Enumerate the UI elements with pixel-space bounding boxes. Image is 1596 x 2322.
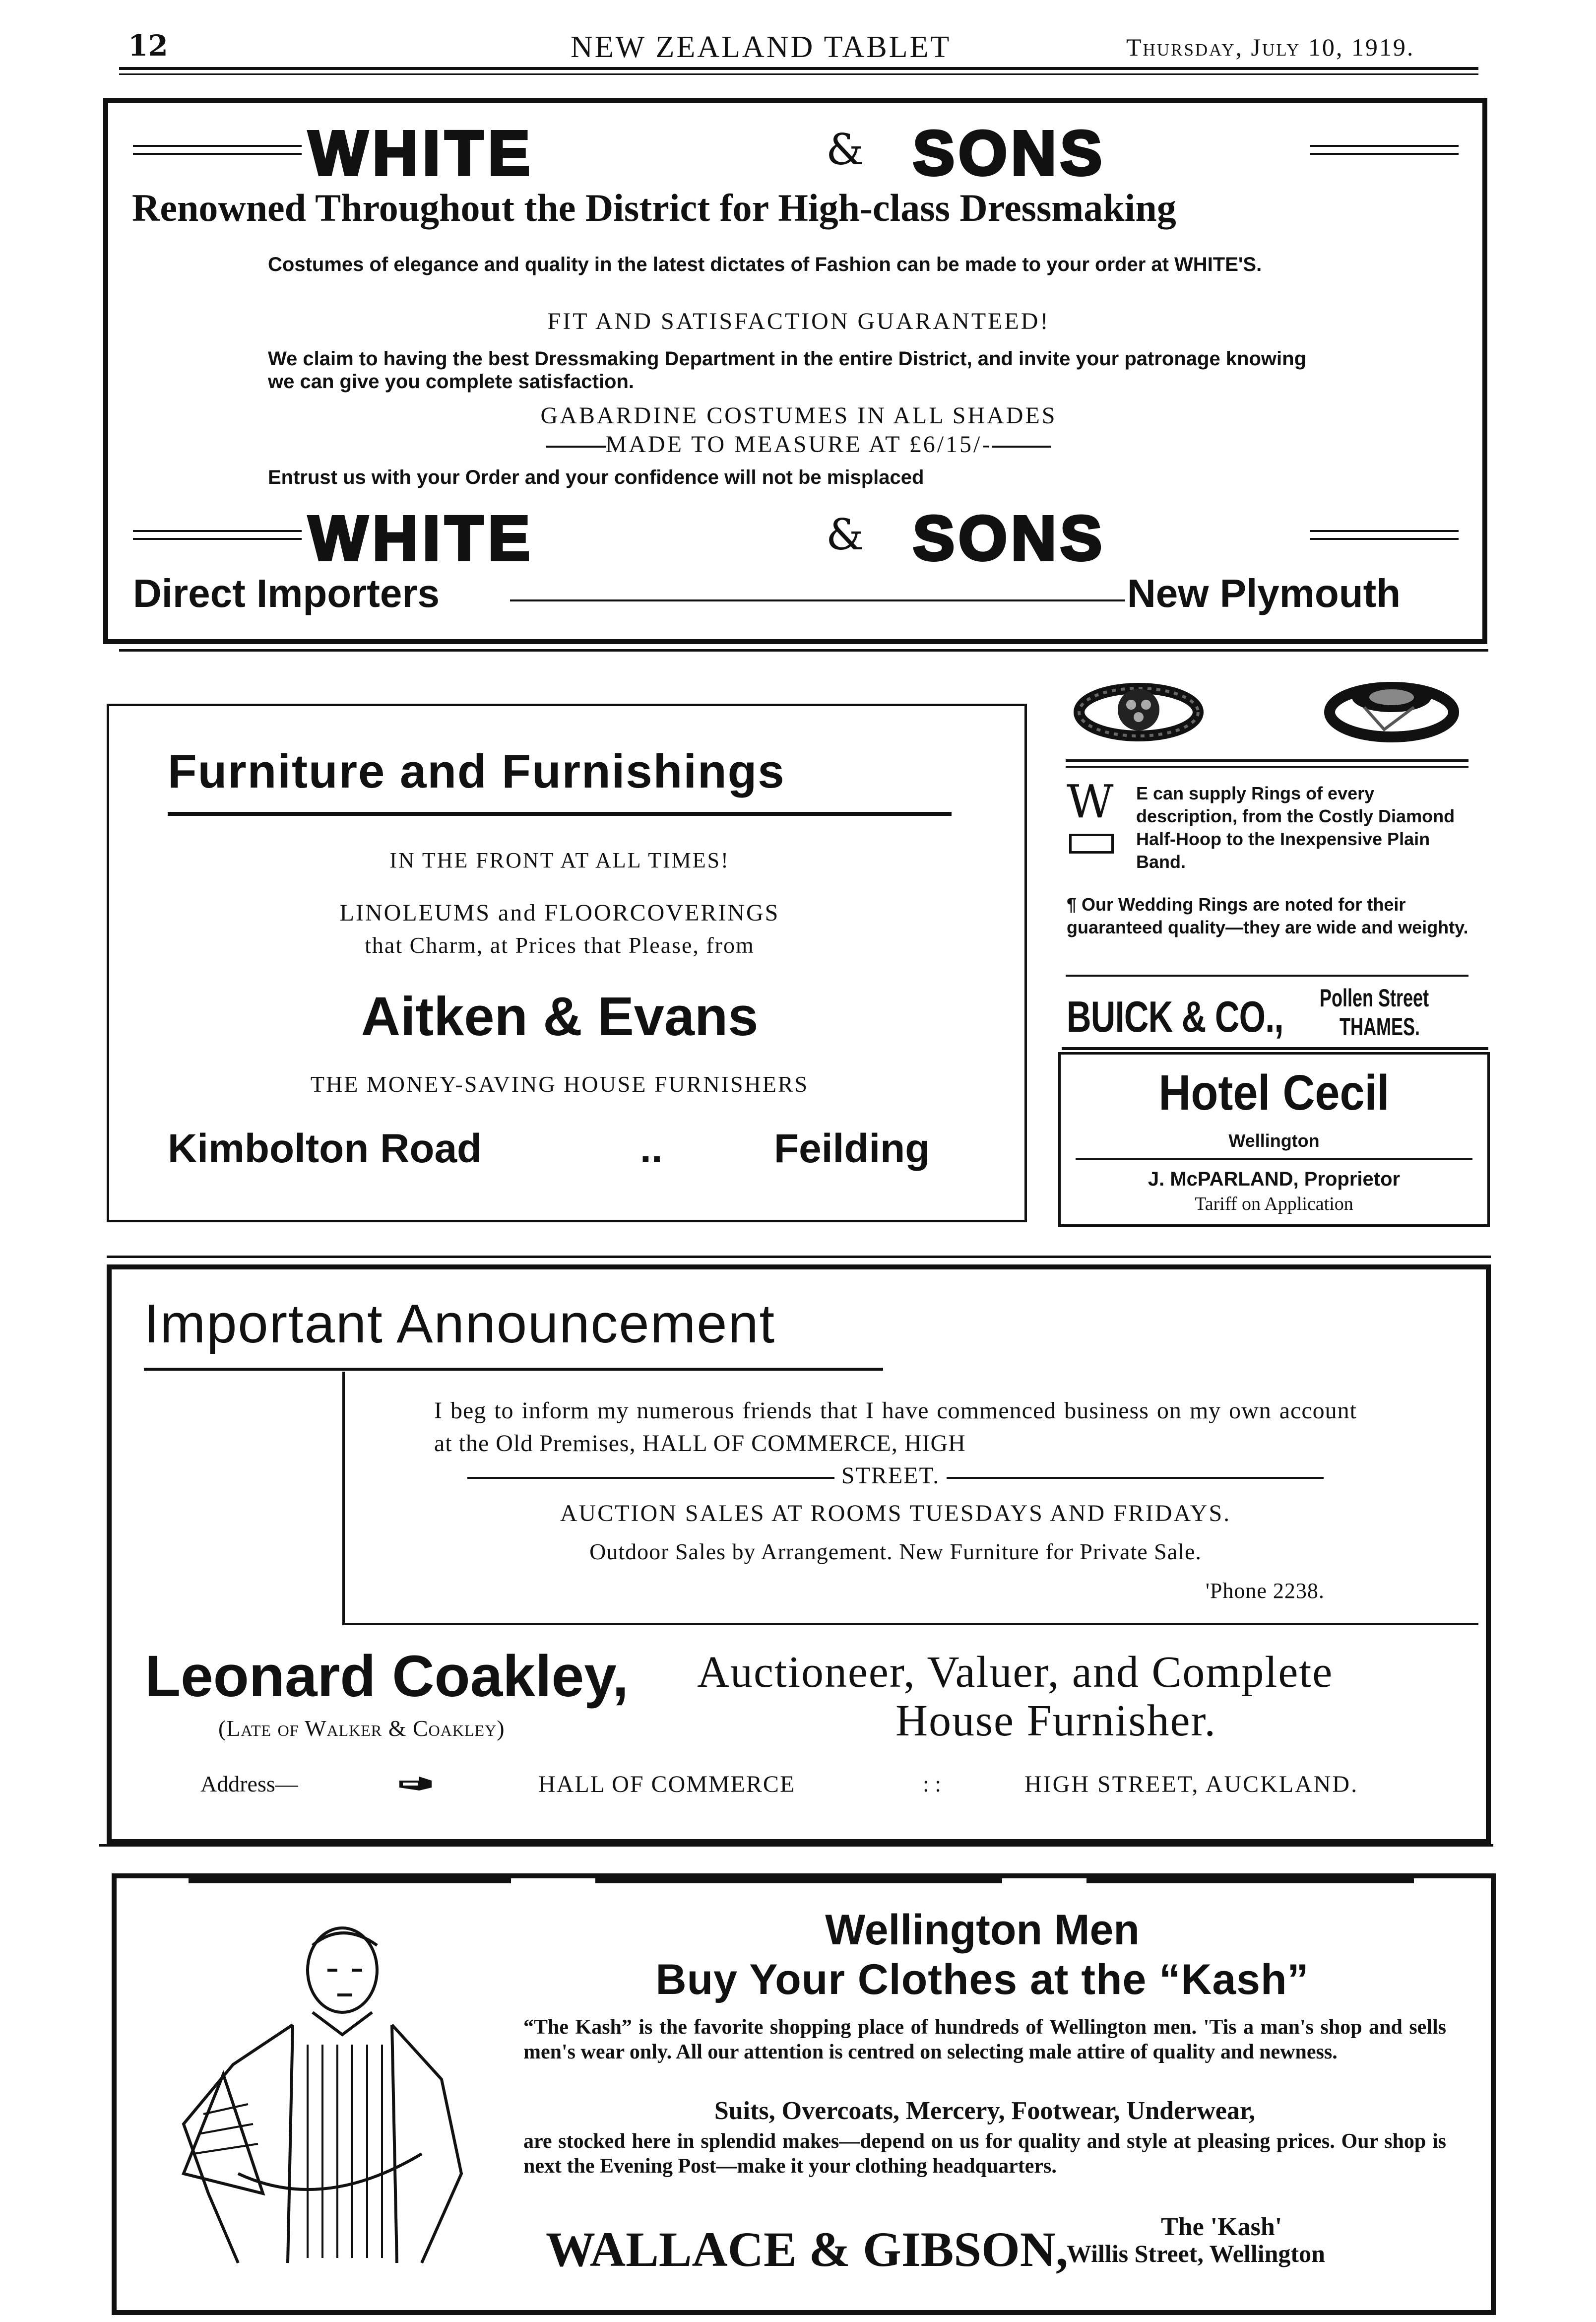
- rings-rule-2: [1066, 975, 1468, 977]
- sons-name: SONS: [913, 118, 1106, 188]
- page-number: 12: [128, 29, 168, 63]
- furniture-address-road: Kimbolton Road: [168, 1126, 482, 1171]
- white-entrust: Entrust us with your Order and your confidence will not be misplaced: [268, 466, 924, 488]
- furniture-line-1: LINOLEUMS and FLOORCOVERINGS: [339, 900, 780, 926]
- kash-addr-2: Willis Street, Wellington: [1067, 2240, 1325, 2267]
- buick-firm: BUICK & CO.,: [1067, 992, 1283, 1041]
- paragraph-mark: ¶: [1067, 894, 1077, 915]
- furniture-address-town: Feilding: [774, 1126, 930, 1171]
- header-rule-thin: [119, 73, 1478, 75]
- issue-date: Thursday, July 10, 1919.: [1126, 33, 1415, 61]
- kash-addr-1: The 'Kash': [1161, 2213, 1282, 2241]
- white-para-1: Costumes of elegance and quality in the latest dictates of Fashion can be made to your order at WHITE'S.: [268, 254, 1262, 275]
- furniture-firm: Aitken & Evans: [361, 986, 759, 1047]
- announcement-outdoor: Outdoor Sales by Arrangement. New Furniture for Private Sale.: [589, 1539, 1202, 1564]
- rings-rule-thin: [1066, 766, 1468, 768]
- kash-top-bar: [1086, 1878, 1414, 1883]
- rings-text-2-body: Our Wedding Rings are noted for their guaranteed quality—they are wide and weighty.: [1067, 894, 1468, 937]
- announcement-title: Important Announcement: [144, 1293, 776, 1354]
- auctioneer-roles-2: House Furnisher.: [895, 1696, 1216, 1745]
- hotel-proprietor: J. McPARLAND, Proprietor: [1148, 1168, 1401, 1190]
- rings-text-1-body: E can supply Rings of every description, from the Costly Diamond Half-Hoop to the Inexpensive Plain Band.: [1136, 783, 1455, 872]
- white-footer-right: New Plymouth: [1127, 571, 1401, 615]
- double-rule: [133, 153, 302, 155]
- sons-name: SONS: [913, 503, 1106, 573]
- announcement-phone: 'Phone 2238.: [1206, 1579, 1325, 1603]
- double-rule: [133, 530, 302, 532]
- rings-rule-3: [1062, 1047, 1488, 1050]
- kash-top-bar: [595, 1878, 1002, 1883]
- auctioneer-roles-1: Auctioneer, Valuer, and Complete: [697, 1648, 1334, 1697]
- announcement-left-bar: [342, 1372, 345, 1625]
- rings-dropcap: W: [1067, 775, 1114, 828]
- announcement-auction: AUCTION SALES AT ROOMS TUESDAYS AND FRIDAYS.: [560, 1500, 1231, 1526]
- kash-top-bar: [189, 1878, 511, 1883]
- kash-para-1: “The Kash” is the favorite shopping place of hundreds of Wellington men. 'Tis a man's shop and sells men's wear only. All our attention is centred on selecting male attire of quality and newness.: [523, 2016, 1446, 2063]
- made-text: MADE TO MEASURE AT £6/15/-: [605, 431, 992, 458]
- ring-icon: [1067, 670, 1488, 754]
- masthead: NEW ZEALAND TABLET: [571, 30, 952, 64]
- kash-title-2: Buy Your Clothes at the “Kash”: [655, 1956, 1309, 2003]
- announcement-title-rule: [144, 1368, 883, 1371]
- ad-separator: [119, 649, 1488, 652]
- hotel-city: Wellington: [1228, 1130, 1320, 1151]
- double-rule: [1310, 538, 1459, 540]
- address-label: Address—: [200, 1771, 298, 1796]
- double-rule: [1310, 145, 1459, 147]
- ring-band-icon: [1069, 834, 1114, 854]
- announcement-bottom-bar: [342, 1623, 1478, 1625]
- furniture-front: IN THE FRONT AT ALL TIMES!: [389, 848, 730, 872]
- address-hall: HALL OF COMMERCE: [538, 1771, 796, 1797]
- header-rule: [119, 67, 1478, 70]
- address-street: HIGH STREET, AUCKLAND.: [1024, 1771, 1359, 1797]
- kash-goods: Suits, Overcoats, Mercery, Footwear, Underwear,: [714, 2097, 1256, 2125]
- furniture-title: Furniture and Furnishings: [168, 745, 785, 798]
- white-footer-left: Direct Importers: [133, 571, 440, 615]
- double-rule: [1310, 530, 1459, 532]
- kash-firm: WALLACE & GIBSON,: [546, 2222, 1068, 2277]
- ampersand: &: [826, 510, 864, 560]
- rings-text-1: [1136, 782, 1478, 873]
- buick-street-2: THAMES.: [1340, 1013, 1420, 1041]
- white-fit: FIT AND SATISFACTION GUARANTEED!: [547, 308, 1050, 334]
- announcement-street: [434, 1462, 1357, 1489]
- auctioneer-name: Leonard Coakley,: [145, 1644, 629, 1709]
- hotel-rule: [1076, 1158, 1472, 1160]
- ad-separator: [99, 1844, 1493, 1847]
- kash-para-2: are stocked here in splendid makes—depend on us for quality and style at pleasing prices. Our shop is next the Evening Post—make it your clothing headquarters.: [523, 2130, 1446, 2178]
- buick-street-1: Pollen Street: [1320, 984, 1429, 1012]
- announcement-para: I beg to inform my numerous friends that I have commenced business on my own account at the Old Premises, HALL OF COMMERCE, HIGH: [434, 1397, 1357, 1457]
- dash: [947, 1477, 1324, 1479]
- furniture-address-dots: ..: [640, 1126, 663, 1171]
- pointing-hand-icon: [397, 1771, 437, 1795]
- dash: [992, 446, 1051, 448]
- white-name: WHITE: [309, 118, 535, 188]
- white-made-to-measure: [268, 431, 1330, 458]
- footer-leader: [510, 599, 1125, 601]
- kash-title-1: Wellington Men: [825, 1906, 1140, 1954]
- furniture-title-rule: [168, 812, 952, 816]
- white-gabardine: GABARDINE COSTUMES IN ALL SHADES: [540, 402, 1057, 429]
- double-rule: [133, 145, 302, 147]
- white-name: WHITE: [309, 503, 535, 573]
- address-sep: : :: [923, 1771, 942, 1796]
- rings-text-2: [1067, 893, 1478, 939]
- double-rule: [1310, 153, 1459, 155]
- double-rule: [133, 538, 302, 540]
- dash: [546, 446, 606, 448]
- hotel-tariff: Tariff on Application: [1195, 1194, 1353, 1214]
- furniture-line-2: that Charm, at Prices that Please, from: [365, 932, 755, 958]
- auctioneer-late: (Late of Walker & Coakley): [218, 1716, 505, 1741]
- furniture-motto: THE MONEY-SAVING HOUSE FURNISHERS: [310, 1071, 809, 1097]
- white-para-2: We claim to having the best Dressmaking Department in the entire District, and invite your patronage knowing we can give you complete satisfaction.: [268, 348, 1307, 393]
- ampersand: &: [826, 125, 864, 175]
- hotel-name: Hotel Cecil: [1158, 1065, 1390, 1121]
- man-illustration-icon: [164, 1916, 471, 2283]
- announcement-street-text: STREET.: [841, 1462, 940, 1489]
- ad-separator: [107, 1256, 1491, 1258]
- rings-rule: [1066, 759, 1468, 762]
- white-tagline: Renowned Throughout the District for High-class Dressmaking: [132, 186, 1176, 229]
- dash: [467, 1477, 834, 1479]
